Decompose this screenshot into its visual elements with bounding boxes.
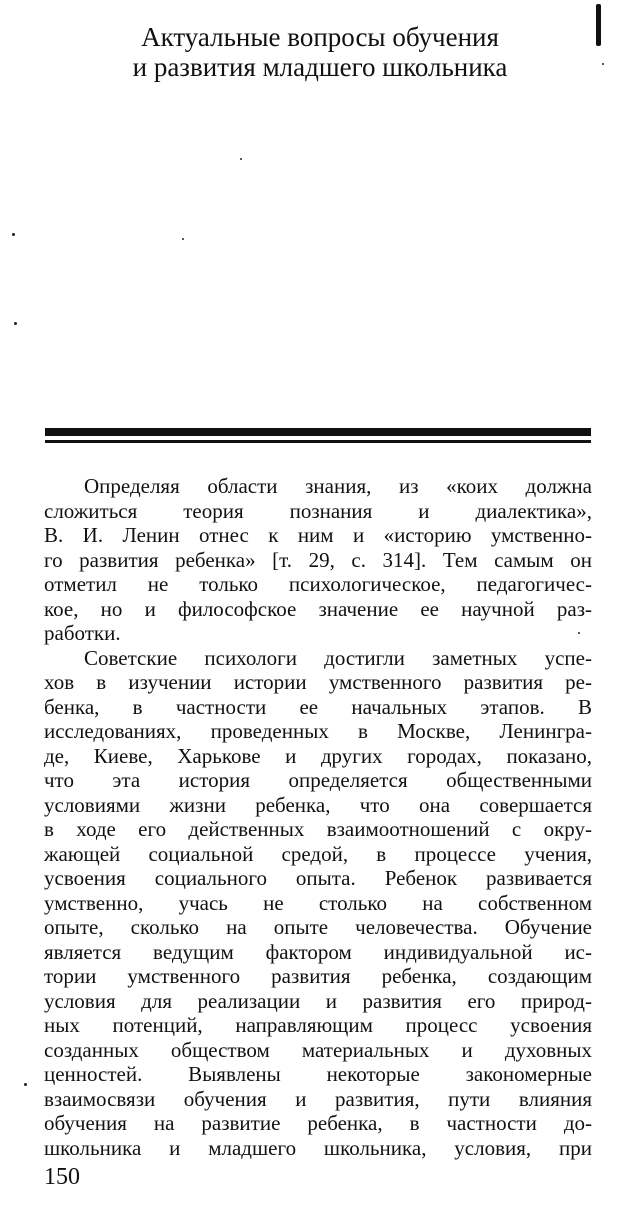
- body-text: [44, 474, 592, 1160]
- text-line: ценностей. Выявлены некоторые закономерные: [44, 1062, 592, 1086]
- text-line: работки.: [44, 621, 121, 645]
- text-line: ных потенций, направляющим процесс усвоения: [44, 1013, 592, 1037]
- text-line: бенка, в частности ее начальных этапов. В: [44, 694, 592, 719]
- text-line: В. И. Ленин отнес к ним и «историю умственно-: [44, 523, 592, 547]
- scan-speck: [12, 233, 15, 236]
- text-line: опыте, сколько на опыте человечества. Обучение: [44, 915, 592, 939]
- scan-speck: [14, 322, 17, 325]
- text-line: Определяя области знания, из «коих должна: [84, 474, 592, 498]
- ink-mark: [596, 4, 601, 46]
- divider-thick-rule: [45, 428, 591, 436]
- text-line: в ходе его действенных взаимоотношений с окру-: [44, 817, 592, 841]
- text-line: де, Киеве, Харькове и других городах, показано,: [44, 743, 592, 768]
- text-line: условиями жизни ребенка, что она совершается: [44, 792, 592, 817]
- text-line: созданных обществом материальных и духовных: [44, 1037, 592, 1062]
- page-number: 150: [44, 1164, 80, 1190]
- text-line: усвоения социального опыта. Ребенок развивается: [44, 866, 592, 890]
- text-line: го развития ребенка» [т. 29, с. 314]. Тем самым он: [44, 547, 592, 572]
- chapter-title: [60, 22, 580, 82]
- divider-thin-rule: [45, 440, 591, 443]
- scan-speck: [240, 158, 242, 160]
- text-line: кое, но и философское значение ее научной раз-: [44, 596, 592, 621]
- text-line: Советские психологи достигли заметных успе-: [84, 645, 592, 670]
- scan-speck: [24, 1083, 27, 1086]
- text-line: жающей социальной средой, в процессе учения,: [44, 841, 592, 866]
- text-line: сложиться теория познания и диалектика»,: [44, 498, 592, 523]
- text-line: взаимосвязи обучения и развития, пути влияния: [44, 1086, 592, 1111]
- text-line: отметил не только психологическое, педагогичес-: [44, 572, 592, 596]
- scan-speck: [182, 238, 184, 240]
- text-line: что эта история определяется общественными: [44, 768, 592, 792]
- text-line: школьника и младшего школьника, условия, при: [44, 1135, 592, 1160]
- text-line: хов в изучении истории умственного развития ре-: [44, 670, 592, 694]
- scan-speck: [578, 632, 580, 634]
- text-line: исследованиях, проведенных в Москве, Ленингра-: [44, 719, 592, 743]
- chapter-title-line-2: и развития младшего школьника: [132, 52, 508, 82]
- section-divider: [45, 428, 591, 443]
- chapter-title-line-1: Актуальные вопросы обучения: [141, 22, 499, 52]
- text-line: условия для реализации и развития его природ-: [44, 988, 592, 1013]
- text-line: умственно, учась не столько на собственном: [44, 890, 592, 915]
- text-line: тории умственного развития ребенка, создающим: [44, 964, 592, 988]
- text-line: обучения на развитие ребенка, в частности до-: [44, 1111, 592, 1135]
- text-line: является ведущим фактором индивидуальной ис-: [44, 939, 592, 964]
- scan-speck: [602, 63, 604, 65]
